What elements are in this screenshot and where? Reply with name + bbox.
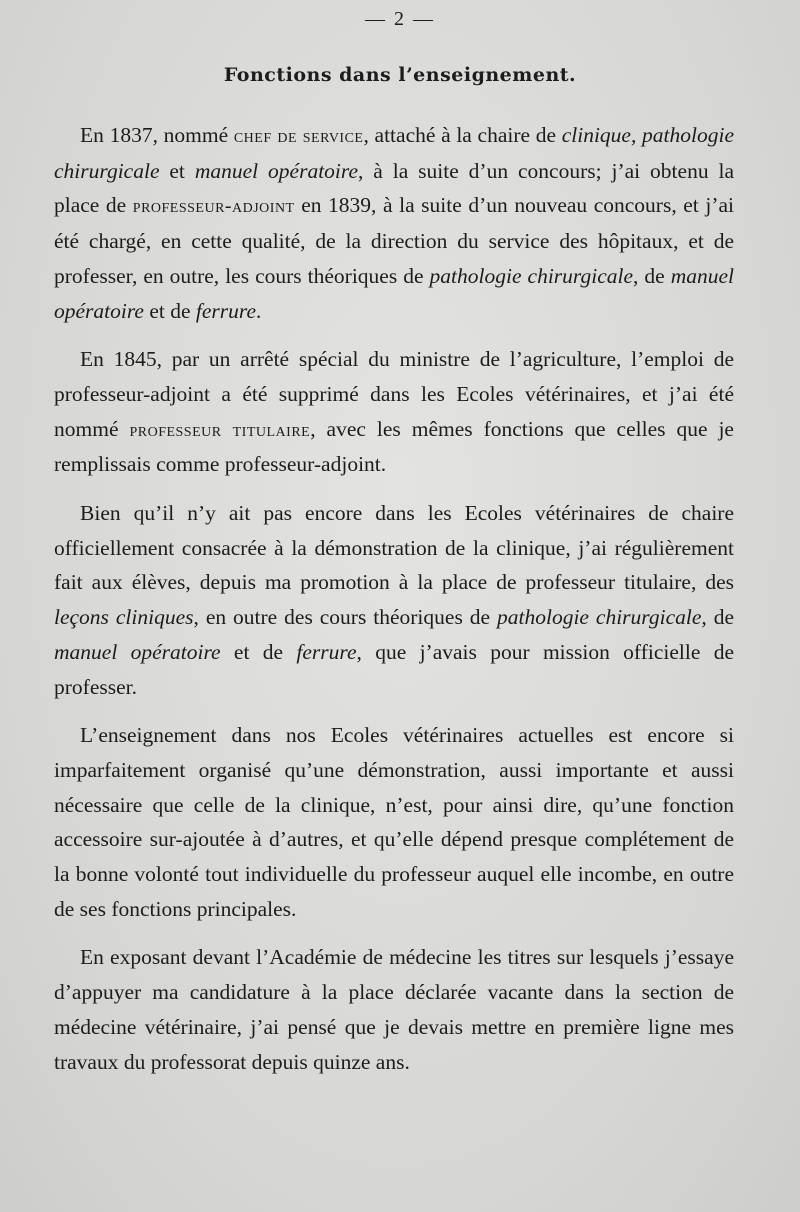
text-run: manuel opératoire [194,158,358,183]
text-run: , attaché à la chaire de [363,123,562,147]
text-run: ferrure [195,298,257,323]
text-run: En exposant devant l’Académie de médecine les titres sur lesquels j’essaye d’appuyer ma candidature à la place déclarée vacante dans la section de médecine vétérinaire, j’ai pensé que je devais mettre en première ligne mes travaux du professorat depuis quinze ans. [54,945,734,1074]
text-run: manuel opératoire [54,263,735,323]
paragraph-5 [54,940,734,1079]
text-run: manuel opératoire [54,639,221,664]
text-run: , à la suite d’un concours; j’ai obtenu la place de [54,158,734,218]
text-run: clinique, pathologie chirurgicale [54,123,734,183]
text-run: professeur titulaire [129,418,311,441]
text-run: et de [220,639,297,664]
text-run: , en outre des cours théoriques de [193,605,497,630]
text-run: et de [143,298,196,323]
text-run: , que j’avais pour mission officielle de professer. [54,639,735,699]
text-run: En 1845, par un arrêté spécial du ministre de l’agriculture, l’emploi de professeur-adjoint a été supprimé dans les Ecoles vétérinaires, et j’ai été nommé [54,347,734,441]
text-run: . [256,298,262,323]
body-text [54,118,734,1093]
text-run: L’enseignement dans nos Ecoles vétérinaires actuelles est encore si imparfaitement organisé qu’une démonstration, aussi importante et aussi nécessaire que celle de la clinique, n’est, pour ainsi dire, qu’une fonction accessoire sur-ajoutée à d’autres, et qu’elle dépend presque complétement de la bonne volonté tout individuelle du professeur auquel elle incombe, en outre de ses fonctions principales. [54,723,734,921]
text-run: Bien qu’il n’y ait pas encore dans les Ecoles vétérinaires de chaire officiellement consacrée à la démonstration de la clinique, j’ai régulièrement fait aux élèves, depuis ma promotion à la place de professeur titulaire, des [54,501,734,595]
text-run: chef de service [233,125,364,147]
text-run: professeur-adjoint [132,195,295,218]
paragraph-1 [54,118,734,328]
paragraph-3 [54,496,734,704]
section-heading: Fonctions dans l’enseignement. [223,64,577,86]
text-run: ferrure [296,639,357,664]
text-run: et [159,158,195,183]
text-run: , de [701,605,734,630]
text-run: , avec les mêmes fonctions que celles que je remplissais comme professeur-adjoint. [54,416,734,477]
text-run: leçons cliniques [54,605,194,630]
text-run: pathologie chirurgicale [497,605,702,630]
page-number: — 2 — [365,8,435,30]
text-run: En 1837, nommé [80,123,234,147]
text-run: , de [633,263,671,288]
text-run: en 1839, à la suite d’un nouveau concours, et j’ai été chargé, en cette qualité, de la direction du service des hôpitaux, et de professer, en outre, les cours théoriques de [54,193,734,288]
paragraph-2 [54,342,734,482]
paragraph-4 [54,718,734,926]
text-run: pathologie chirurgicale [429,263,634,288]
